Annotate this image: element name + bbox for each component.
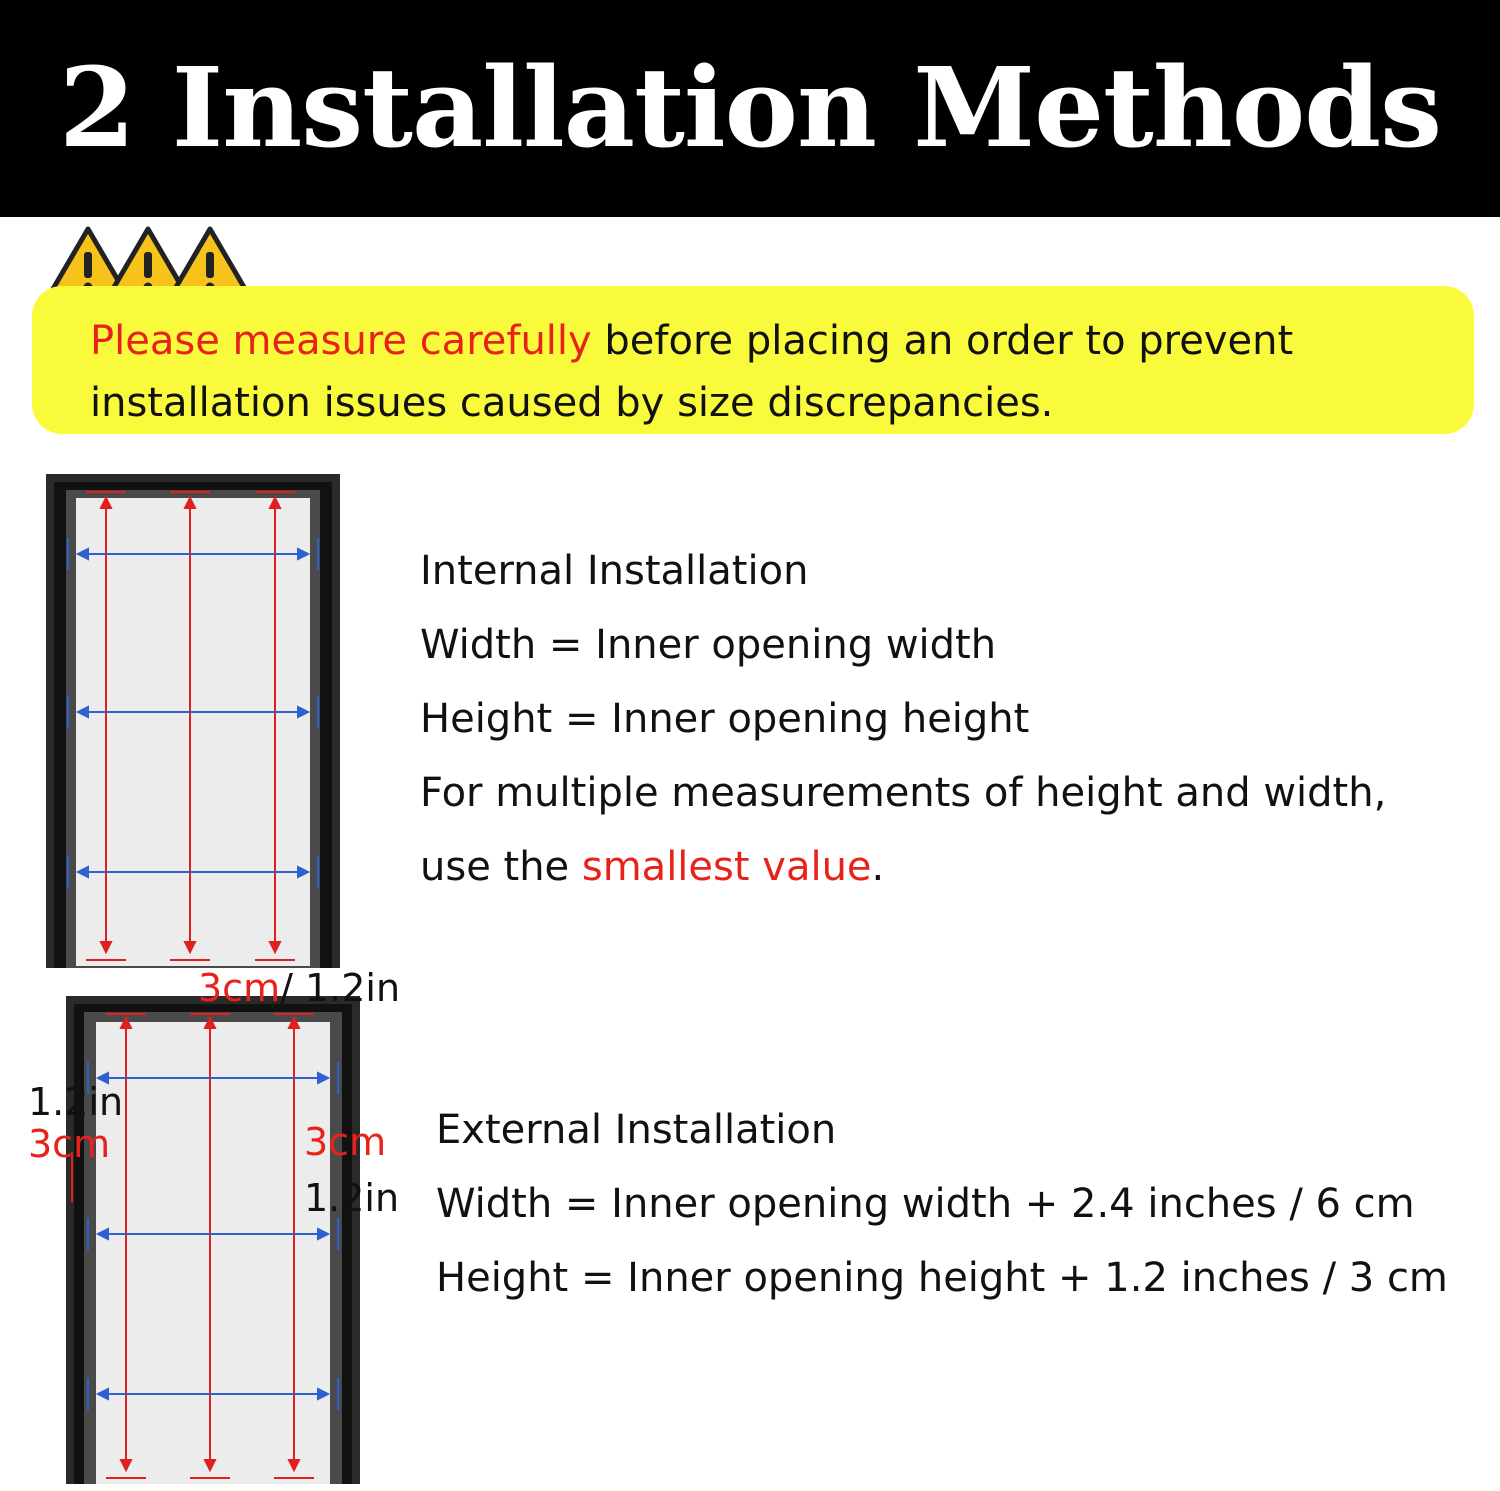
top-in-label: / 1.2in (280, 966, 401, 1010)
internal-title: Internal Installation (420, 548, 809, 594)
internal-width-rule: Width = Inner opening width (420, 622, 997, 668)
page-title: 2 Installation Methods (58, 43, 1442, 172)
internal-smallest-line (420, 830, 1386, 904)
external-installation-info (436, 1093, 1448, 1315)
notice-text (90, 310, 1450, 434)
external-title: External Installation (436, 1107, 837, 1153)
multi-prefix: use the (420, 844, 582, 890)
top-cm-label: 3cm (198, 966, 281, 1010)
internal-multi-line: For multiple measurements of height and width, (420, 770, 1387, 816)
top-dimension-label (198, 968, 400, 1008)
external-height-rule: Height = Inner opening height + 1.2 inches / 3 cm (436, 1255, 1448, 1301)
internal-height-rule: Height = Inner opening height (420, 696, 1030, 742)
notice-highlight: Please measure carefully (90, 318, 592, 364)
internal-door-diagram (44, 472, 344, 970)
smallest-value-highlight: smallest value (581, 844, 872, 890)
left-cm-label: 3cm (28, 1122, 111, 1166)
left-in-label: 1.2in (28, 1080, 124, 1124)
external-door-diagram (62, 992, 364, 1488)
right-in-label: 1.2in (304, 1176, 400, 1220)
measure-notice (32, 286, 1474, 434)
notice-body: before placing an order to prevent installation issues caused by size discrepancies. (90, 318, 1294, 426)
internal-installation-info (420, 534, 1386, 904)
external-width-rule: Width = Inner opening width + 2.4 inches / 6 cm (436, 1181, 1415, 1227)
right-cm-label: 3cm (304, 1120, 387, 1164)
multi-suffix: . (871, 844, 885, 890)
header-banner (0, 0, 1500, 217)
